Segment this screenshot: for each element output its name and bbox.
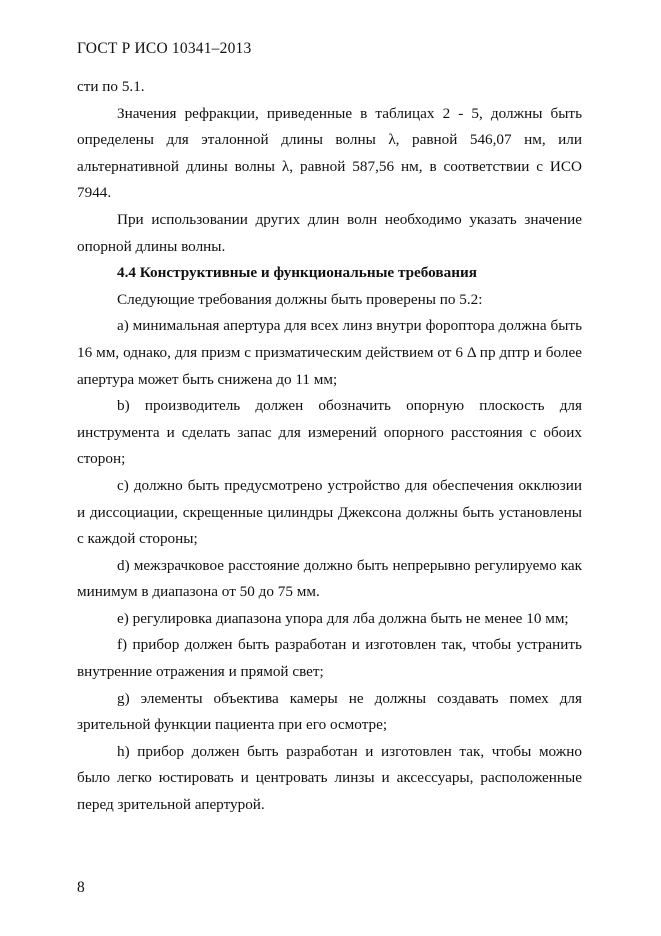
requirement-item-b: b) производитель должен обозначить опорную плоскость для инструмента и сделать запас для измерений опорного расстояния с обоих сторон; <box>77 397 582 468</box>
section-heading: 4.4 Конструктивные и функциональные требования <box>117 264 477 282</box>
paragraph-wavelength: При использовании других длин волн необходимо указать значение опорной длины волны. <box>77 210 582 255</box>
requirement-item-e: e) регулировка диапазона упора для лба должна быть не менее 10 мм; <box>117 609 569 627</box>
requirement-item-a: a) минимальная апертура для всех линз внутри фороптора должна быть 16 мм, однако, для призм с призматическим действием от 6 Δ пр дптр и более апертура может быть снижена до 11 мм; <box>77 317 582 388</box>
requirement-item-g: g) элементы объектива камеры не должны создавать помех для зрительной функции пациента при его осмотре; <box>77 689 582 734</box>
requirements-intro: Следующие требования должны быть проверены по 5.2: <box>117 290 483 308</box>
paragraph-continuation: сти по 5.1. <box>77 78 145 95</box>
requirement-item-d: d) межзрачковое расстояние должно быть непрерывно регулируемо как минимум в диапазона от 50 до 75 мм. <box>77 556 582 601</box>
requirement-item-f: f) прибор должен быть разработан и изготовлен так, чтобы устранить внутренние отражения и прямой свет; <box>77 636 582 681</box>
standard-header: ГОСТ Р ИСО 10341–2013 <box>77 40 252 57</box>
page-number: 8 <box>77 879 85 896</box>
paragraph-refraction: Значения рефракции, приведенные в таблицах 2 - 5, должны быть определены для эталонной длины волны λ, равной 546,07 нм, или альтернативной длины волны λ, равной 587,56 нм, в соответствии с ИСО 7944. <box>77 104 582 202</box>
requirement-item-c: c) должно быть предусмотрено устройство для обеспечения окклюзии и диссоциации, скрещенные цилиндры Джексона должны быть установлены с каждой стороны; <box>77 476 582 548</box>
requirement-item-h: h) прибор должен быть разработан и изготовлен так, чтобы можно было легко юстировать и центровать линзы и аксессуары, расположенные перед зрительной апертурой. <box>77 742 582 814</box>
document-body <box>77 74 582 819</box>
